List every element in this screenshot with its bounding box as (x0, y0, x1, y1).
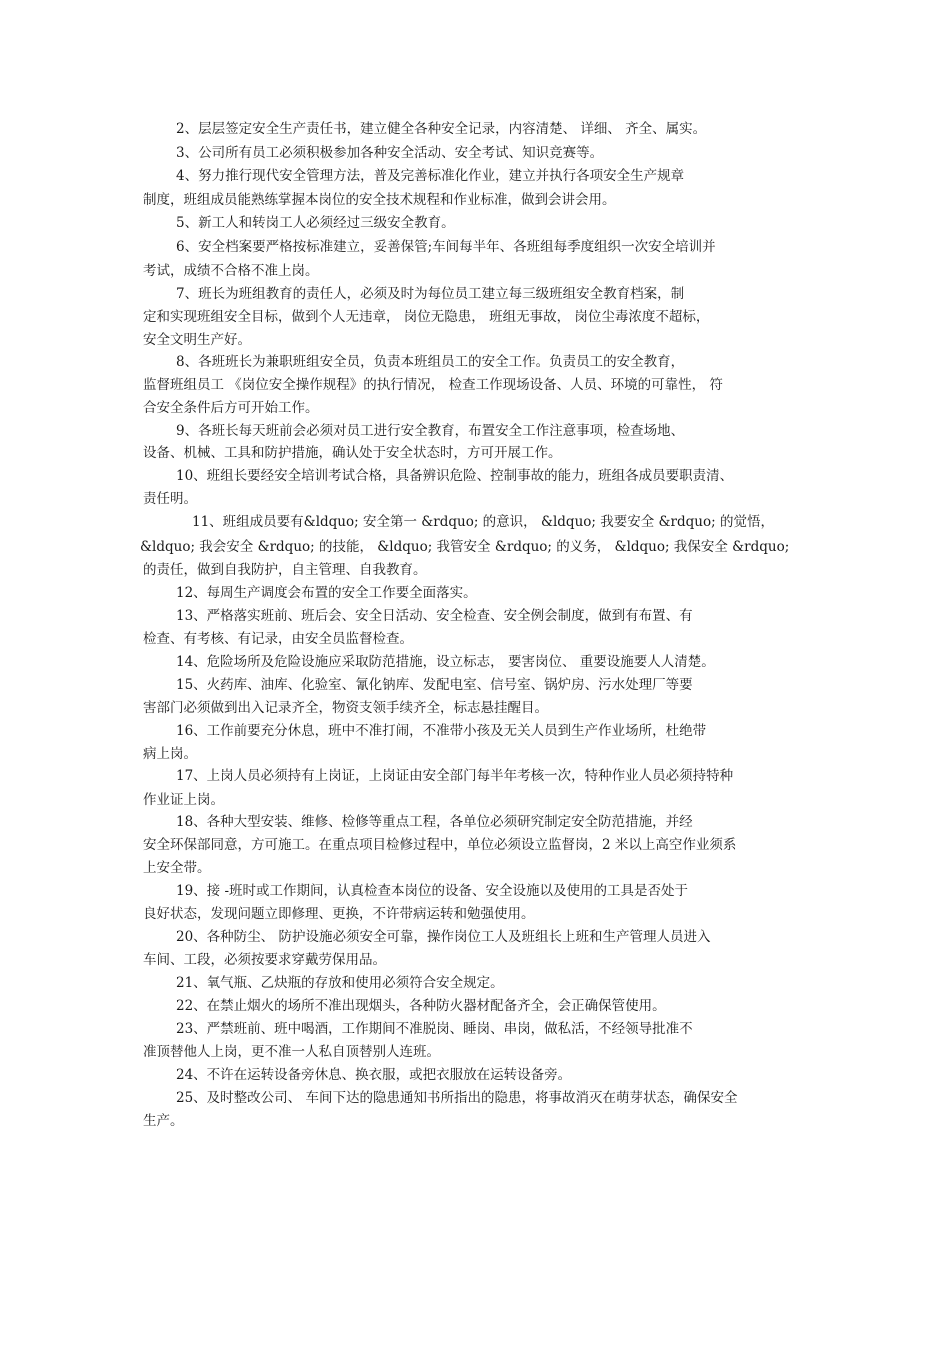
text-line: 合安全条件后方可开始工作。 (143, 400, 319, 416)
text-line: 15、火药库、油库、化验室、氰化钠库、发配电室、信号室、锅炉房、污水处理厂等要 (176, 677, 693, 693)
text-line: 12、每周生产调度会布置的安全工作要全面落实。 (176, 585, 477, 601)
text-line: 24、不许在运转设备旁休息、换衣服，或把衣服放在运转设备旁。 (176, 1067, 572, 1083)
text-line: 责任明。 (143, 491, 197, 507)
text-line: 定和实现班组安全目标，做到个人无违章， 岗位无隐患， 班组无事故， 岗位尘毒浓度不超标， (143, 309, 710, 325)
text-line: 20、各种防尘、 防护设施必须安全可靠，操作岗位工人及班组长上班和生产管理人员进入 (176, 929, 711, 945)
text-line: 19、接 -班时或工作期间，认真检查本岗位的设备、安全设施以及使用的工具是否处于 (176, 883, 689, 899)
text-line: 病上岗。 (143, 746, 197, 762)
text-line: 9、各班长每天班前会必须对员工进行安全教育，布置安全工作注意事项，检查场地、 (176, 423, 685, 439)
text-line: 上安全带。 (143, 860, 211, 876)
text-line: 10、班组长要经安全培训考试合格，具备辨识危险、控制事故的能力，班组各成员要职责清、 (176, 468, 734, 484)
text-line: 考试，成绩不合格不准上岗。 (143, 263, 319, 279)
text-line: 13、严格落实班前、班后会、安全日活动、安全检查、安全例会制度，做到有布置、有 (176, 608, 693, 624)
text-line: 良好状态，发现问题立即修理、更换，不许带病运转和勉强使用。 (143, 906, 535, 922)
text-line: 安全环保部同意，方可施工。在重点项目检修过程中，单位必须设立监督岗，2 米以上高空作业须系 (143, 837, 737, 853)
text-line: 25、及时整改公司、 车间下达的隐患通知书所指出的隐患，将事故消灭在萌芽状态，确保安全 (176, 1090, 738, 1106)
text-line: 的责任，做到自我防护，自主管理、自我教育。 (143, 562, 427, 578)
text-line: 16、工作前要充分休息，班中不准打闹，不准带小孩及无关人员到生产作业场所，杜绝带 (176, 723, 707, 739)
text-line: 6、安全档案要严格按标准建立，妥善保管;车间每半年、各班组每季度组织一次安全培训并 (176, 239, 716, 255)
text-line: 7、班长为班组教育的责任人，必须及时为每位员工建立每三级班组安全教育档案，制 (176, 286, 685, 302)
text-line: 14、危险场所及危险设施应采取防范措施，设立标志， 要害岗位、 重要设施要人人清楚。 (176, 654, 715, 670)
text-line: 监督班组员工 《岗位安全操作规程》的执行情况， 检查工作现场设备、人员、环境的可靠性， 符 (143, 377, 723, 393)
text-line: 21、氧气瓶、乙炔瓶的存放和使用必须符合安全规定。 (176, 975, 504, 991)
text-line: 害部门必须做到出入记录齐全，物资支领手续齐全，标志悬挂醒目。 (143, 700, 548, 716)
text-line: 5、新工人和转岗工人必须经过三级安全教育。 (176, 215, 455, 231)
text-line: 4、努力推行现代安全管理方法，普及完善标准化作业，建立并执行各项安全生产规章 (176, 168, 685, 184)
text-line: 安全文明生产好。 (143, 332, 251, 348)
text-line: &ldquo; 我会安全 &rdquo; 的技能， &ldquo; 我管安全 &rdquo; 的义务， &ldquo; 我保安全 &rdquo; (140, 539, 790, 555)
text-line: 17、上岗人员必须持有上岗证，上岗证由安全部门每半年考核一次，特种作业人员必须持特种 (176, 768, 734, 784)
text-line: 作业证上岗。 (143, 792, 224, 808)
text-line: 准顶替他人上岗，更不准一人私自顶替别人连班。 (143, 1044, 440, 1060)
text-line: 2、层层签定安全生产责任书，建立健全各种安全记录，内容清楚、 详细、 齐全、属实。 (176, 121, 707, 137)
text-line: 车间、工段，必须按要求穿戴劳保用品。 (143, 952, 386, 968)
text-line: 18、各种大型安装、维修、检修等重点工程，各单位必须研究制定安全防范措施，并经 (176, 814, 693, 830)
text-line: 生产。 (143, 1113, 184, 1129)
text-line: 检查、有考核、有记录，由安全员监督检查。 (143, 631, 413, 647)
text-line: 3、公司所有员工必须积极参加各种安全活动、安全考试、知识竞赛等。 (176, 145, 604, 161)
text-line: 8、各班班长为兼职班组安全员，负责本班组员工的安全工作。负责员工的安全教育， (176, 354, 685, 370)
text-line: 22、在禁止烟火的场所不准出现烟头，各种防火器材配备齐全，会正确保管使用。 (176, 998, 666, 1014)
text-line: 23、严禁班前、班中喝酒，工作期间不准脱岗、睡岗、串岗，做私活，不经领导批准不 (176, 1021, 693, 1037)
text-line: 11、班组成员要有&ldquo; 安全第一 &rdquo; 的意识， &ldquo; 我要安全 &rdquo; 的觉悟， (192, 514, 774, 530)
text-line: 制度，班组成员能熟练掌握本岗位的安全技术规程和作业标准，做到会讲会用。 (143, 192, 616, 208)
text-line: 设备、机械、工具和防护措施，确认处于安全状态时，方可开展工作。 (143, 445, 562, 461)
